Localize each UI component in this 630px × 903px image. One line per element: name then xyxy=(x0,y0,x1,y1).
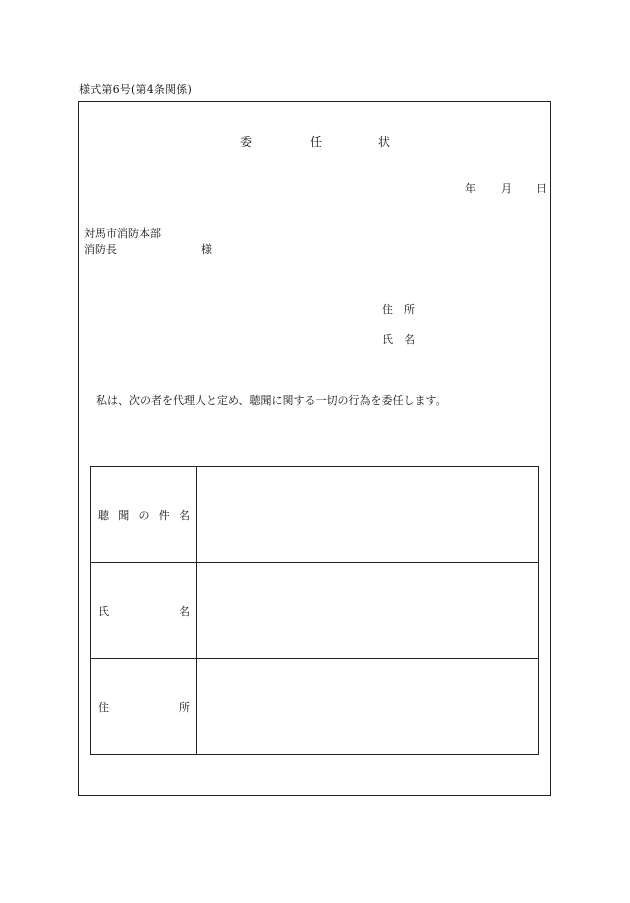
label-char: 聞 xyxy=(118,508,130,522)
title-char-3: 状 xyxy=(378,135,391,149)
label-char: 住 xyxy=(98,700,109,714)
label-char: 氏 xyxy=(98,604,109,618)
label-char: 名 xyxy=(179,604,190,618)
delegation-details-table xyxy=(90,466,539,755)
table-row xyxy=(91,563,539,659)
addressee-organization: 対馬市消防本部 xyxy=(84,227,161,240)
agent-name-field[interactable] xyxy=(197,563,538,658)
table-row xyxy=(91,467,539,563)
table-label-cell xyxy=(91,563,197,659)
agent-address-field[interactable] xyxy=(197,659,538,754)
date-year-label: 年 xyxy=(465,182,476,195)
table-label-cell xyxy=(91,467,197,563)
sender-address-label: 住 所 xyxy=(382,303,415,316)
label-char: 名 xyxy=(179,508,190,522)
table-value-cell[interactable] xyxy=(197,563,539,659)
hearing-subject-field[interactable] xyxy=(197,467,538,562)
document-title xyxy=(0,133,630,149)
label-char: 所 xyxy=(179,700,190,714)
label-agent-address xyxy=(91,699,196,715)
label-char: 聴 xyxy=(98,508,109,522)
addressee-honorific: 様 xyxy=(201,243,212,256)
title-char-2: 任 xyxy=(310,135,323,149)
addressee-title: 消防長 xyxy=(84,243,117,256)
table-row xyxy=(91,659,539,755)
date-month-label: 月 xyxy=(501,182,512,195)
table-value-cell[interactable] xyxy=(197,659,539,755)
delegation-statement: 私は、次の者を代理人と定め、聴聞に関する一切の行為を委任します。 xyxy=(96,394,447,407)
label-char: 件 xyxy=(158,508,170,522)
form-number-label: 様式第6号(第4条関係) xyxy=(79,83,192,96)
table-label-cell xyxy=(91,659,197,755)
title-char-1: 委 xyxy=(240,135,253,149)
label-agent-name xyxy=(91,603,196,619)
label-char: の xyxy=(138,508,150,522)
label-hearing-subject xyxy=(91,507,196,523)
sender-name-label: 氏 名 xyxy=(382,333,415,346)
date-day-label: 日 xyxy=(536,182,547,195)
table-value-cell[interactable] xyxy=(197,467,539,563)
